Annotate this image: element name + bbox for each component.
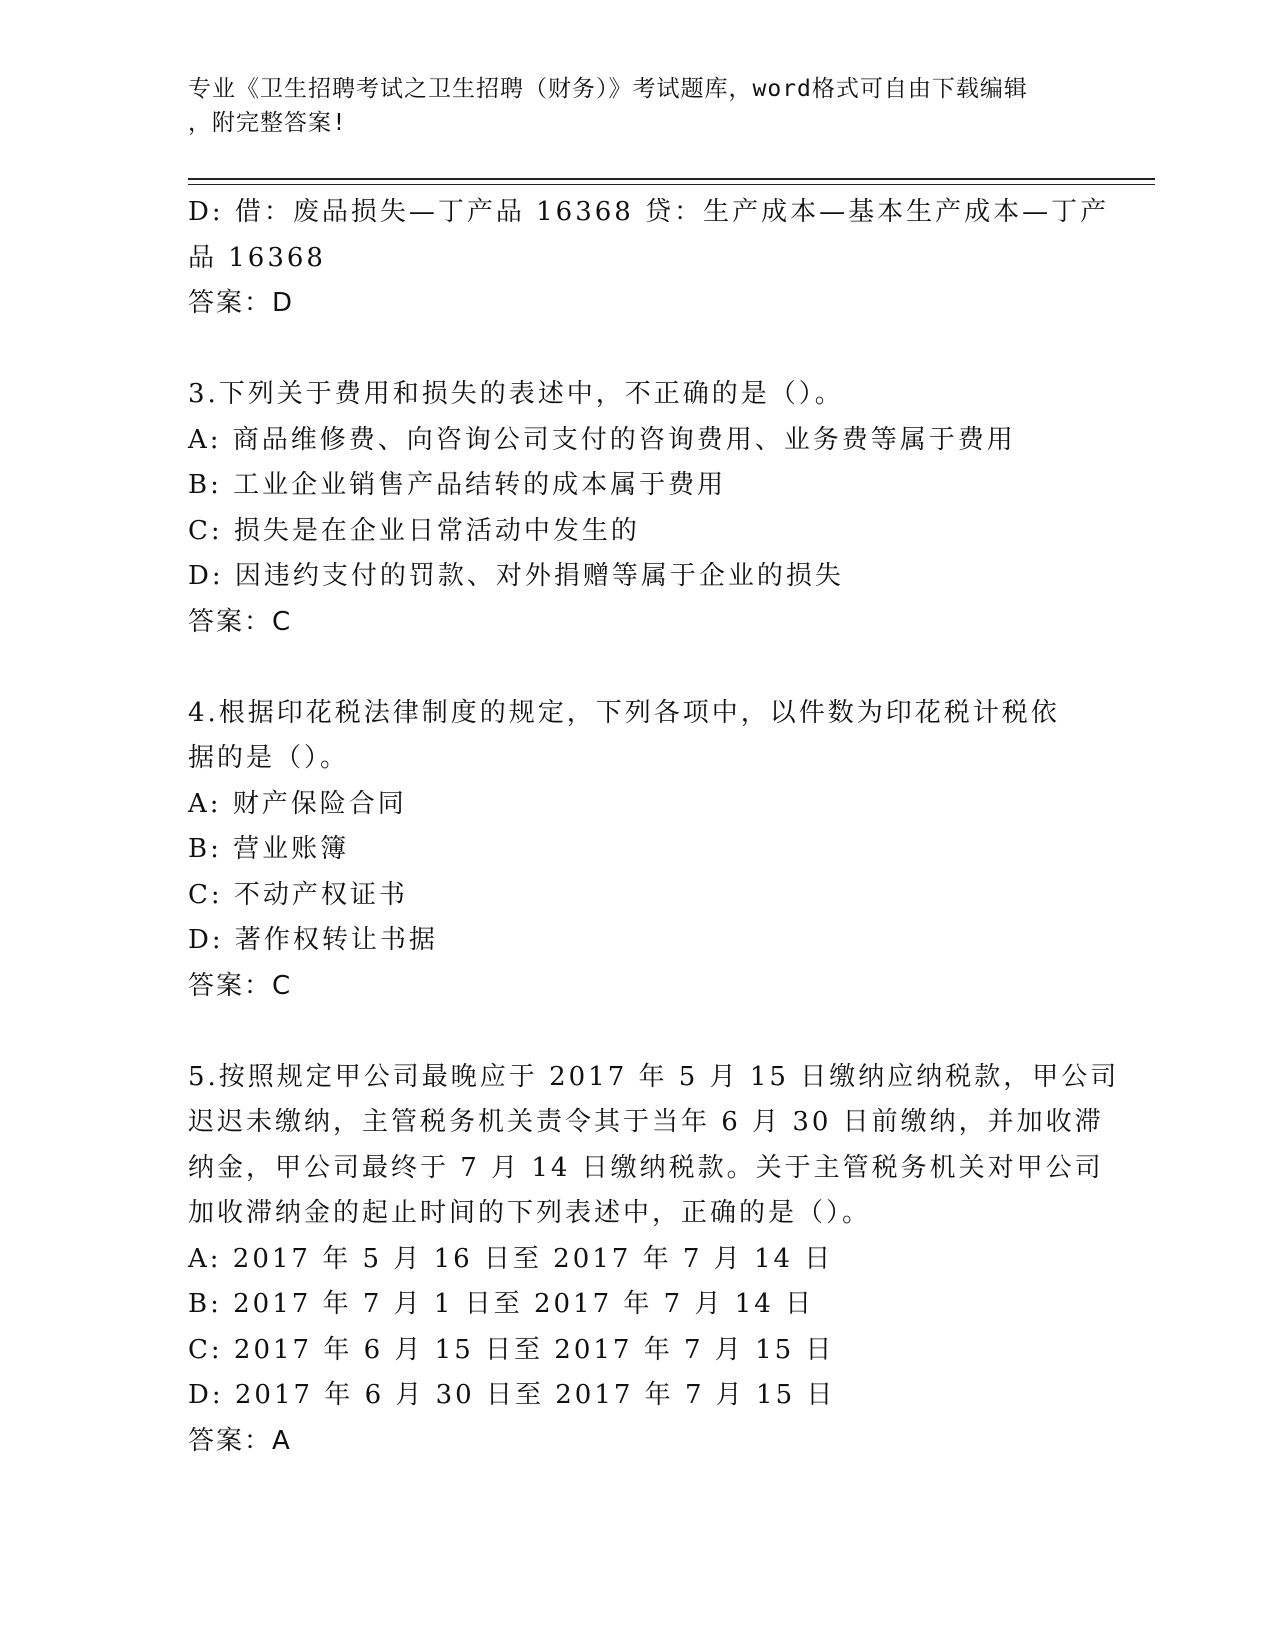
header-title-line-1: 专业《卫生招聘考试之卫生招聘（财务）》考试题库，word格式可自由下载编辑	[188, 76, 1028, 102]
answer-text: 答案：C	[188, 970, 293, 1001]
question-4	[188, 691, 1078, 1010]
question-3	[188, 372, 1078, 645]
spacer	[188, 1009, 1078, 1055]
option-d: D: 2017 年 6 月 30 日至 2017 年 7 月 15 日	[188, 1380, 836, 1410]
spacer	[188, 327, 1078, 373]
option-d: D: 著作权转让书据	[188, 925, 438, 955]
option-b: B: 营业账簿	[188, 834, 350, 864]
header-rule-thick	[188, 178, 1155, 180]
answer-text: 答案：A	[188, 1425, 292, 1456]
option-d: D: 因违约支付的罚款、对外捐赠等属于企业的损失	[188, 561, 844, 591]
option-d-line-1: D: 借：废品损失—丁产品 16368 贷：生产成本—基本生产成本—丁产	[188, 197, 1110, 227]
document-header	[188, 72, 1088, 140]
answer-text: 答案：D	[188, 288, 295, 318]
question-stem-line-3: 纳金，甲公司最终于 7 月 14 日缴纳税款。关于主管税务机关对甲公司	[188, 1152, 1104, 1183]
option-d-line-2: 品 16368	[188, 242, 326, 273]
spacer	[188, 645, 1078, 691]
question-stem-line-4: 加收滞纳金的起止时间的下列表述中，正确的是（）。	[188, 1198, 872, 1228]
question-stem-line-1: 5.按照规定甲公司最晚应于 2017 年 5 月 15 日缴纳应纳税款，甲公司	[188, 1061, 1120, 1092]
option-a: A: 财产保险合同	[188, 788, 407, 819]
question-stem-line-1: 4.根据印花税法律制度的规定，下列各项中，以件数为印花税计税依	[188, 697, 1060, 728]
question-content	[188, 190, 1120, 1464]
option-a: A: 商品维修费、向咨询公司支付的咨询费用、业务费等属于费用	[188, 424, 1016, 455]
option-c: C: 不动产权证书	[188, 879, 408, 910]
question-fragment	[188, 190, 1110, 327]
header-title-line-2: ，附完整答案!	[188, 110, 347, 136]
header-rule-thin	[188, 184, 1155, 185]
answer-text: 答案：C	[188, 606, 293, 637]
option-b: B: 2017 年 7 月 1 日至 2017 年 7 月 14 日	[188, 1289, 815, 1319]
question-stem-line-2: 迟迟未缴纳，主管税务机关责令其于当年 6 月 30 日前缴纳，并加收滞	[188, 1107, 1104, 1137]
option-c: C: 2017 年 6 月 15 日至 2017 年 7 月 15 日	[188, 1334, 835, 1365]
question-stem-line-2: 据的是（）。	[188, 743, 350, 773]
question-stem: 3.下列关于费用和损失的表述中，不正确的是（）。	[188, 379, 844, 409]
option-b: B: 工业企业销售产品结转的成本属于费用	[188, 470, 727, 500]
option-c: C: 损失是在企业日常活动中发生的	[188, 515, 640, 546]
option-a: A: 2017 年 5 月 16 日至 2017 年 7 月 14 日	[188, 1243, 834, 1274]
question-5	[188, 1055, 1120, 1465]
